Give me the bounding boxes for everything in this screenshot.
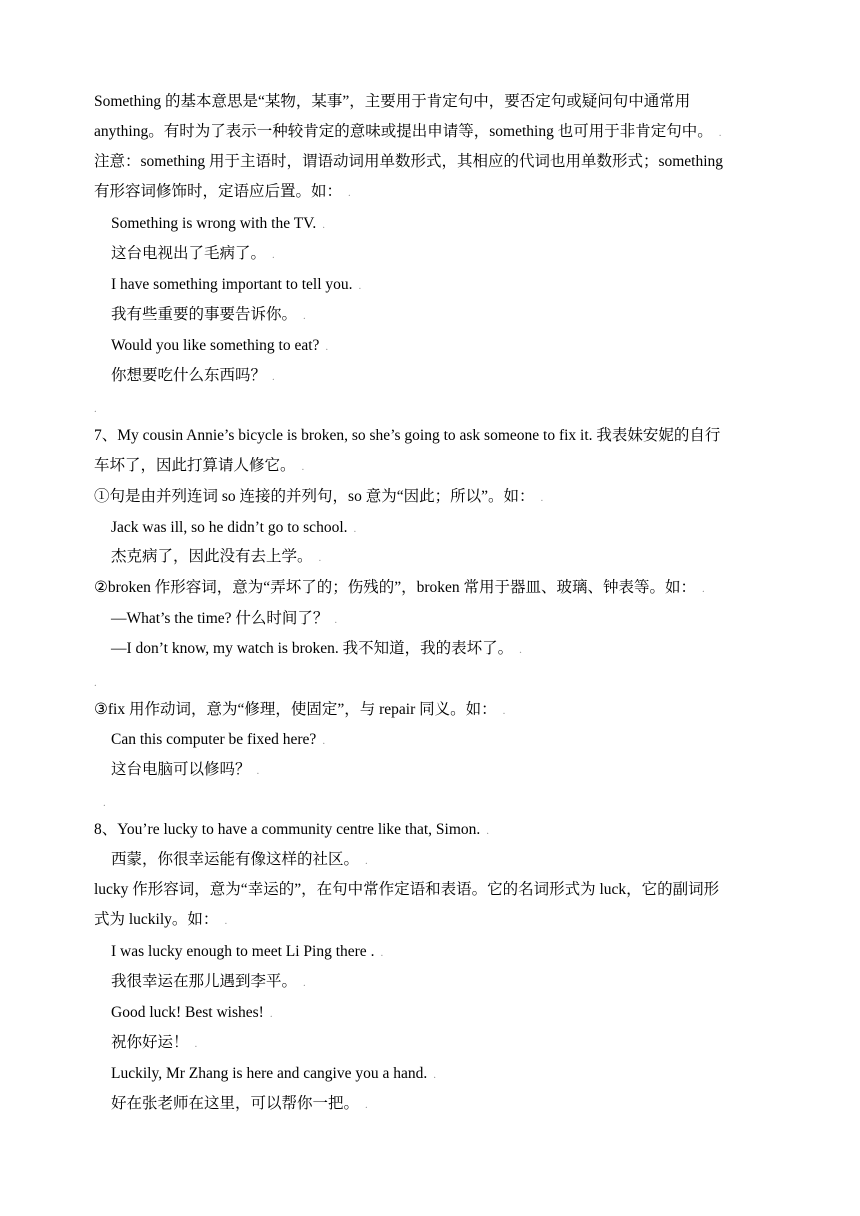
mark: . bbox=[322, 219, 325, 231]
example-translation bbox=[111, 1094, 368, 1115]
example-sentence bbox=[111, 639, 522, 660]
text: 7、My cousin Annie’s bicycle is broken, so she’s going to ask someone to fix it. 我表妹安妮的自行 bbox=[94, 427, 721, 444]
mark: . bbox=[103, 797, 106, 809]
example-sentence bbox=[111, 609, 337, 630]
text: 车坏了，因此打算请人修它。 bbox=[94, 457, 296, 474]
blank-line bbox=[94, 672, 97, 693]
text: 式为 luckily。如： bbox=[94, 911, 219, 928]
text: Can this computer be fixed here? bbox=[111, 731, 317, 748]
text-line bbox=[94, 910, 227, 931]
example-sentence bbox=[111, 275, 361, 296]
example-translation bbox=[111, 305, 306, 326]
mark: . bbox=[301, 461, 305, 473]
text-line bbox=[94, 456, 304, 477]
mark: . bbox=[224, 915, 228, 927]
mark: . bbox=[718, 127, 722, 139]
mark: . bbox=[502, 705, 506, 717]
example-sentence bbox=[111, 214, 325, 235]
mark: . bbox=[325, 341, 329, 353]
mark: . bbox=[486, 825, 490, 837]
mark: . bbox=[365, 1099, 368, 1111]
text-line bbox=[94, 820, 489, 841]
text: Something 的基本意思是“某物，某事”，主要用于肯定句中，要否定句或疑问句中通常用 bbox=[94, 93, 691, 110]
mark: . bbox=[358, 280, 362, 292]
text: Jack was ill, so he didn’t go to school. bbox=[111, 519, 348, 536]
text-line bbox=[94, 182, 351, 203]
example-translation bbox=[111, 760, 259, 781]
text: ―What’s the time? 什么时间了？ bbox=[111, 610, 329, 627]
text: 这台电视出了毛病了。 bbox=[111, 245, 267, 262]
example-translation bbox=[111, 1033, 197, 1054]
text: ①句是由并列连词 so 连接的并列句，so 意为“因此；所以”。如： bbox=[94, 488, 535, 505]
mark: . bbox=[94, 403, 97, 415]
mark: . bbox=[540, 492, 544, 504]
example-translation bbox=[111, 366, 275, 387]
text: 这台电脑可以修吗？ bbox=[111, 761, 251, 778]
mark: . bbox=[256, 765, 260, 777]
mark: . bbox=[303, 977, 306, 989]
text: Something is wrong with the TV. bbox=[111, 215, 317, 232]
mark: . bbox=[269, 1008, 273, 1020]
text-line bbox=[94, 426, 720, 446]
text: 我很幸运在那儿遇到李平。 bbox=[111, 973, 298, 990]
mark: . bbox=[365, 855, 368, 867]
mark: . bbox=[272, 249, 275, 261]
mark: . bbox=[303, 310, 306, 322]
mark: . bbox=[334, 614, 338, 626]
example-translation bbox=[111, 244, 275, 265]
text-line bbox=[94, 487, 543, 508]
text-line bbox=[94, 880, 719, 900]
text: ②broken 作形容词，意为“弄坏了的；伤残的”，broken 常用于器皿、玻璃、钟表等。如： bbox=[94, 579, 696, 596]
text: 有形容词修饰时，定语应后置。如： bbox=[94, 183, 343, 200]
text: Luckily, Mr Zhang is here and cangive you a hand. bbox=[111, 1065, 428, 1082]
mark: . bbox=[318, 552, 322, 564]
example-sentence bbox=[111, 1064, 436, 1085]
example-translation bbox=[111, 547, 321, 568]
blank-line bbox=[94, 398, 97, 419]
example-sentence bbox=[111, 942, 383, 963]
example-sentence bbox=[111, 518, 356, 539]
text: I have something important to tell you. bbox=[111, 276, 353, 293]
text: 你想要吃什么东西吗？ bbox=[111, 367, 267, 384]
text: ―I don’t know, my watch is broken. 我不知道，我的表坏了。 bbox=[111, 640, 514, 657]
mark: . bbox=[348, 187, 351, 199]
text: 8、You’re lucky to have a community centre like that, Simon. bbox=[94, 821, 481, 838]
text: 注意：something 用于主语时，谓语动词用单数形式，其相应的代词也用单数形式；something bbox=[94, 153, 724, 170]
text: 西蒙，你很幸运能有像这样的社区。 bbox=[111, 851, 360, 868]
example-translation bbox=[111, 850, 368, 871]
text: I was lucky enough to meet Li Ping there . bbox=[111, 943, 375, 960]
mark: . bbox=[702, 583, 705, 595]
mark: . bbox=[272, 371, 275, 383]
example-sentence bbox=[111, 730, 325, 751]
mark: . bbox=[94, 677, 97, 689]
text-line bbox=[94, 700, 505, 721]
text: anything。有时为了表示一种较肯定的意味或提出申请等，something 也可用于非肯定句中。 bbox=[94, 123, 713, 140]
text: Would you like something to eat? bbox=[111, 337, 320, 354]
mark: . bbox=[519, 644, 522, 656]
example-sentence bbox=[111, 336, 328, 357]
text: lucky 作形容词，意为“幸运的”，在句中常作定语和表语。它的名词形式为 luck，它的副词形 bbox=[94, 881, 720, 898]
text-line bbox=[94, 152, 723, 172]
text-line bbox=[94, 122, 721, 143]
mark: . bbox=[380, 947, 384, 959]
text-line bbox=[94, 578, 705, 599]
text: 祝你好运！ bbox=[111, 1034, 189, 1051]
text: Good luck! Best wishes! bbox=[111, 1004, 264, 1021]
text-line bbox=[94, 92, 690, 112]
mark: . bbox=[322, 735, 326, 747]
text: ③fix 用作动词，意为“修理，使固定”，与 repair 同义。如： bbox=[94, 701, 497, 718]
example-sentence bbox=[111, 1003, 273, 1024]
text: 杰克病了，因此没有去上学。 bbox=[111, 548, 313, 565]
example-translation bbox=[111, 972, 306, 993]
text: 我有些重要的事要告诉你。 bbox=[111, 306, 298, 323]
mark: . bbox=[433, 1069, 436, 1081]
mark: . bbox=[194, 1038, 198, 1050]
text: 好在张老师在这里，可以帮你一把。 bbox=[111, 1095, 360, 1112]
mark: . bbox=[353, 523, 357, 535]
